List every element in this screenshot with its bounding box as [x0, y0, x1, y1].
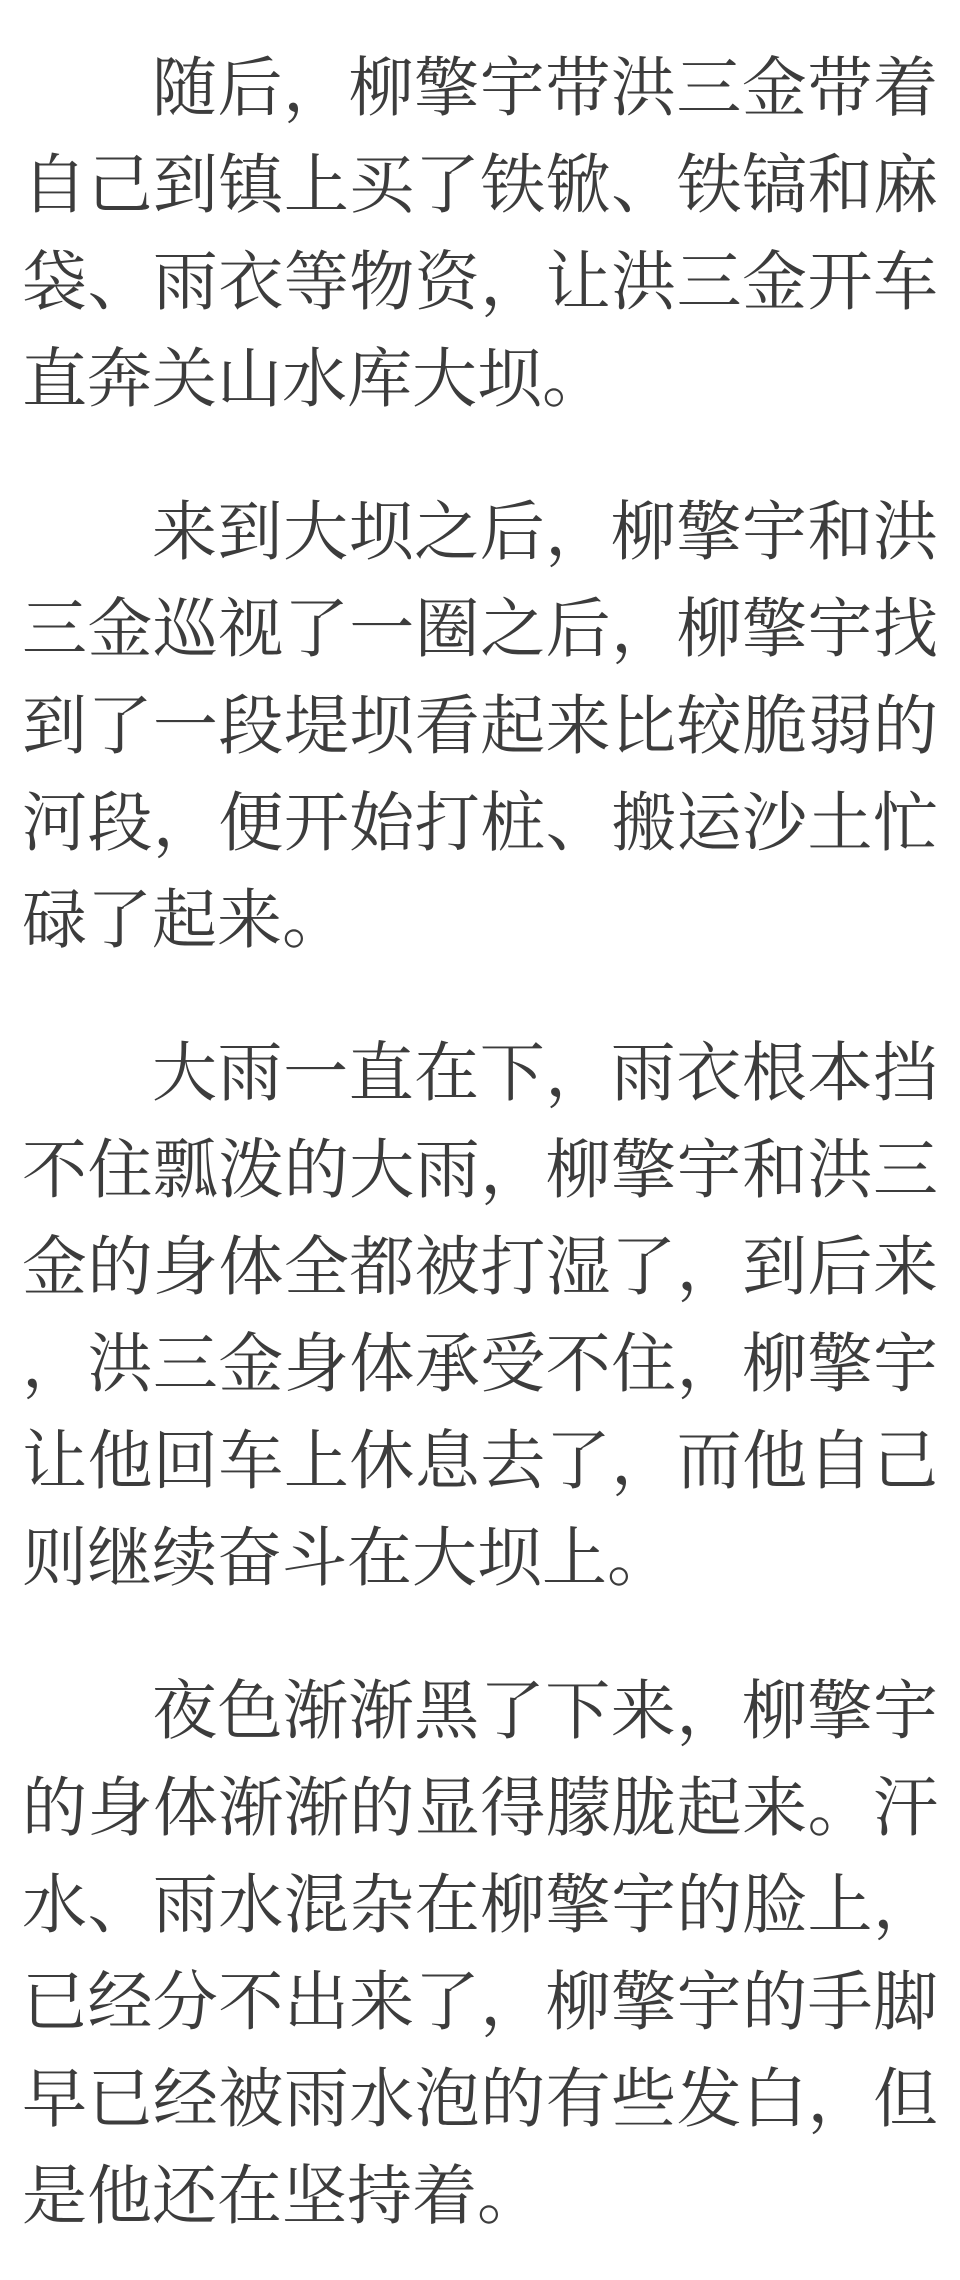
chapter-text-block [22, 40, 938, 2245]
paragraph-4: 夜色渐渐黑了下来，柳擎宇的身体渐渐的显得朦胧起来。汗水、雨水混杂在柳擎宇的脸上，已经分不出来了，柳擎宇的手脚早已经被雨水泡的有些发白，但是他还在坚持着。 [22, 1674, 938, 2234]
paragraph-2: 来到大坝之后，柳擎宇和洪三金巡视了一圈之后，柳擎宇找到了一段堤坝看起来比较脆弱的河段，便开始打桩、搬运沙土忙碌了起来。 [22, 495, 938, 958]
paragraph-1: 随后，柳擎宇带洪三金带着自己到镇上买了铁锨、铁镐和麻袋、雨衣等物资，让洪三金开车直奔关山水库大坝。 [22, 51, 938, 417]
paragraph-3: 大雨一直在下，雨衣根本挡不住瓢泼的大雨，柳擎宇和洪三金的身体全都被打湿了，到后来，洪三金身体承受不住，柳擎宇让他回车上休息去了，而他自己则继续奋斗在大坝上。 [22, 1036, 938, 1596]
